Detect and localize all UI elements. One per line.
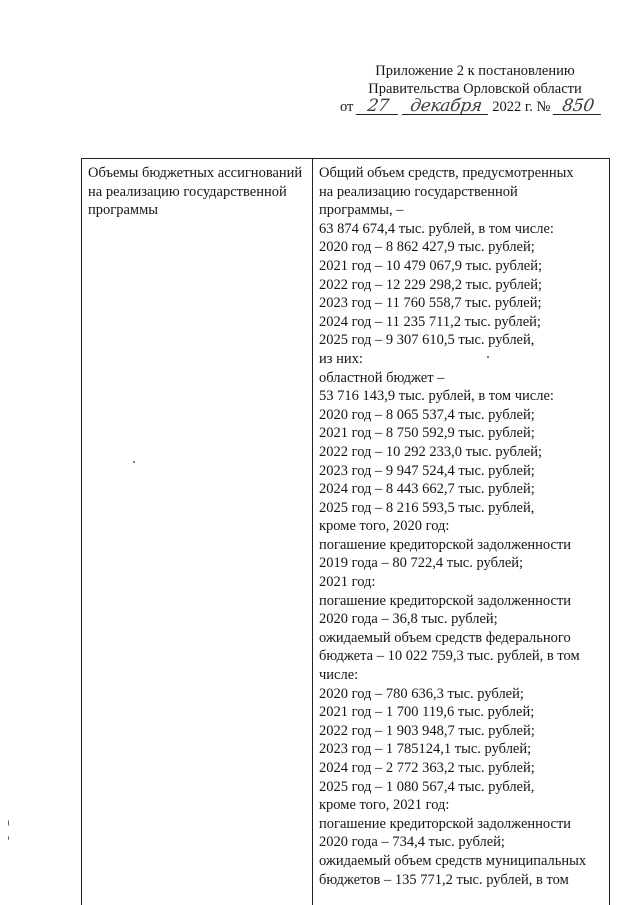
- scan-speck: [8, 836, 9, 840]
- budget-line: погашение кредиторской задолженности: [319, 815, 572, 832]
- budget-line: бюджетов – 135 771,2 тыс. рублей, в том: [319, 871, 569, 888]
- budget-details-cell: [319, 164, 609, 889]
- handwritten-doc-number: 850: [553, 98, 603, 115]
- scan-speck: [487, 356, 489, 358]
- budget-line: бюджета – 10 022 759,3 тыс. рублей, в том: [319, 648, 580, 665]
- budget-line: ожидаемый объем средств муниципальных: [319, 852, 587, 869]
- budget-line: на реализацию государственной: [319, 183, 518, 200]
- budget-line: программы, –: [319, 202, 404, 219]
- budget-line: 2024 год – 8 443 662,7 тыс. рублей;: [319, 481, 535, 498]
- scan-speck: [133, 461, 135, 463]
- budget-line: 2020 год – 8 862 427,9 тыс. рублей;: [319, 239, 535, 256]
- budget-line: 2022 год – 12 229 298,2 тыс. рублей;: [319, 276, 543, 293]
- appendix-title: Приложение 2 к постановлению: [375, 63, 575, 79]
- budget-line: 2019 года – 80 722,4 тыс. рублей;: [319, 555, 524, 572]
- handwritten-day: 27: [356, 98, 400, 115]
- budget-line: 2022 год – 1 903 948,7 тыс. рублей;: [319, 722, 535, 739]
- budget-line: 2025 год – 9 307 610,5 тыс. рублей,: [319, 332, 535, 349]
- budget-line: ожидаемый объем средств федерального: [319, 629, 571, 646]
- date-prefix: от: [340, 99, 354, 115]
- budget-line: 2025 год – 1 080 567,4 тыс. рублей,: [319, 778, 535, 795]
- government-name: Правительства Орловской области: [368, 81, 582, 97]
- budget-line: 2020 год – 780 636,3 тыс. рублей;: [319, 685, 524, 702]
- budget-line: 2020 год – 8 065 537,4 тыс. рублей;: [319, 406, 535, 423]
- budget-line: 53 716 143,9 тыс. рублей, в том числе:: [319, 388, 554, 405]
- budget-line: 2020 года – 36,8 тыс. рублей;: [319, 611, 498, 628]
- handwritten-month: декабря: [401, 98, 489, 115]
- budget-line: 2022 год – 10 292 233,0 тыс. рублей;: [319, 443, 543, 460]
- budget-line: 2021 год – 1 700 119,6 тыс. рублей;: [319, 704, 535, 721]
- budget-line: погашение кредиторской задолженности: [319, 536, 572, 553]
- budget-line: Общий объем средств, предусмотренных: [319, 165, 574, 181]
- budget-line: 2023 год – 11 760 558,7 тыс. рублей;: [319, 295, 542, 312]
- budget-line: 2024 год – 11 235 711,2 тыс. рублей;: [319, 313, 541, 330]
- budget-line: 2021 год:: [319, 574, 376, 591]
- budget-line: 2025 год – 8 216 593,5 тыс. рублей,: [319, 499, 535, 516]
- scan-speck: [8, 820, 9, 826]
- budget-line: 2021 год – 8 750 592,9 тыс. рублей;: [319, 425, 535, 442]
- budget-line: 2020 года – 734,4 тыс. рублей;: [319, 834, 505, 851]
- budget-line: погашение кредиторской задолженности: [319, 592, 572, 609]
- budget-line: 2024 год – 2 772 363,2 тыс. рублей;: [319, 760, 535, 776]
- budget-line: 63 874 674,4 тыс. рублей, в том числе:: [319, 220, 554, 237]
- budget-line: кроме того, 2021 год:: [319, 797, 450, 814]
- date-year: 2022 г. №: [492, 99, 551, 115]
- budget-line: 2023 год – 1 785124,1 тыс. рублей;: [319, 741, 532, 758]
- budget-line: областной бюджет –: [319, 369, 445, 386]
- budget-line: 2023 год – 9 947 524,4 тыс. рублей;: [319, 462, 535, 479]
- decree-date-line: [330, 98, 620, 116]
- budget-line: 2021 год – 10 479 067,9 тыс. рублей;: [319, 257, 543, 274]
- column-divider: [312, 159, 313, 905]
- budget-line: кроме того, 2020 год:: [319, 518, 450, 535]
- budget-table: [81, 158, 610, 905]
- document-header: [330, 62, 620, 116]
- budget-line: числе:: [319, 667, 359, 684]
- budget-line: из них:: [319, 350, 363, 367]
- budget-label-cell: Объемы бюджетных ассигнований на реализацию государственной программы: [88, 165, 303, 218]
